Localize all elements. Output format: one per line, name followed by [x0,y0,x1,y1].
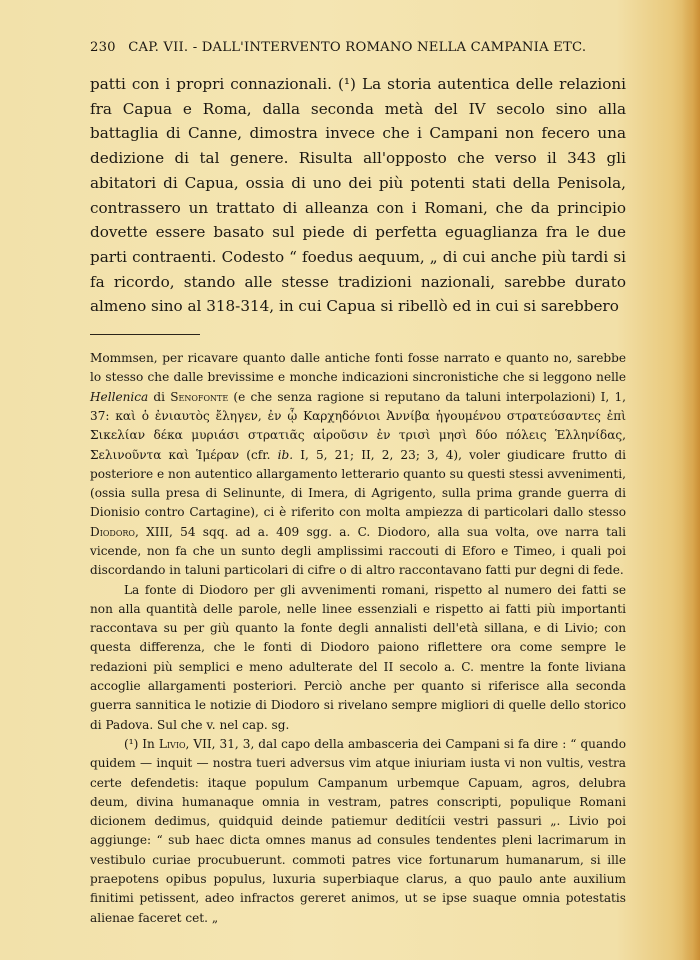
footnote-paragraph: La fonte di Diodoro per gli avvenimenti romani, rispetto al numero dei fatti se non alla quantità delle parole, nelle linee essenziali e rispetto ai fatti più importanti raccontava su per giù quanto la fonte degli annalisti dell'età sillana, e di Livio; con questa differenza, che le fonti di Diodoro paiono riflettere ora come sempre le redazioni più semplici e meno adulterate del II secolo a. C. mentre la fonte liviana accoglie allargamenti posteriori. Perciò anche per quanto si riferisce alla seconda guerra sannitica le notizie di Diodoro si rivelano sempre migliori di quelle dello storico di Padova. Sul che v. nel cap. sg. [90,582,626,732]
note-text: , XIII, 54 sqq. ad a. 409 sgg. a. C. Diodoro, alla sua volta, ove narra tali vicende, non fa che un sunto degli amplissimi raccouti di Eforo e Timeo, i quali poi discordando in taluni particolari di cifre o di altro raccontavano fatti pur degni di fede. [90,524,626,578]
author-senofonte: Senofonte [170,389,229,404]
body-paragraph: patti con i propri connazionali. (¹) La storia autentica delle relazioni fra Capua e Roma, dalla seconda metà del IV secolo sino alla battaglia di Canne, dimostra invece che i Campani non fecero una dedizione di tal genere. Risulta all'opposto che verso il 343 gli abitatori di Capua, ossia di uno dei più potenti stati della Penisola, contrassero un trattato di alleanza con i Romani, che da principio dovette essere basato sul piede di perfetta eguaglianza fra le due parti contraenti. Codesto “ foedus aequum, „ di cui anche più tardi si fa ricordo, stando alle stesse tradizioni nazionali, sarebbe durato almeno sino al 318-314, in cui Capua si ribellò ed in cui si sarebbero [90,75,626,316]
note-text: (cfr. [239,447,278,462]
footnote-continuation [90,349,626,581]
author-livio: Livio [158,736,186,751]
work-title-hellenica: Hellenica [90,389,149,404]
footnote-separator [90,334,200,335]
author-diodoro: Diodoro [90,524,135,539]
footnotes [90,349,626,928]
page-content [90,40,626,928]
ibidem-abbrev: ib. [277,447,294,462]
note-text: Mommsen, per ricavare quanto dalle antiche fonti fosse narrato e quanto no, sarebbe lo stesso che dalle brevissime e monche indicazioni sincronistiche che si leggono nelle [90,351,626,385]
note-text: (e che senza ragione si reputano da taluni interpolazioni) I, 1, 37: [90,389,626,423]
page-number: 230 [90,40,116,55]
footnote-marker: (¹) In [124,736,159,751]
running-header [90,40,626,56]
running-title: CAP. VII. - DALL'INTERVENTO ROMANO NELLA CAMPANIA ETC. [128,40,587,55]
note-text: , VII, 31, 3, dal capo della ambasceria dei Campani si fa dire : “ quando quidem — inquit — nostra tueri adversus vim atque iniuriam iusta vi non vultis, vestra certe defendetis: itaque populum Campanum urbemque Capuam, agros, delubra deum, divina humanaque omnia in vestram, patres conscripti, populique Romani dicionem dedimus, quidquid deinde patiemur deditícii vestri passuri „. Livio poi aggiunge: “ sub haec dicta omnes manus ad consules tendentes pleni lacrimarum in vestibulo curiae procubuerunt. commoti patres vice fortunarum humanarum, si ille praepotens opibus populus, luxuria superbiaque clarus, a quo paulo ante auxilium finitimi petissent, adeo infractos gereret animos, ut se ipse suaque omnia potestatis alienae faceret cet. „ [90,736,626,925]
footnote-1 [90,735,626,928]
note-text: I, 5, 21; II, 2, 23; 3, 4), voler giudicare frutto di posteriore e non autentico allargamento letterario quanto su questi stessi avvenimenti, (ossia sulla presa di Selinunte, di Imera, di Agrigento, sulla prima grande guerra di Dionisio contro Cartagine), ci è riferito con molta ampiezza di particolari dallo stesso [90,447,626,520]
main-text [90,72,626,319]
book-spine-shadow [682,0,700,960]
note-text: di [148,389,171,404]
greek-quotation: καὶ ὁ ἐνιαυτὸς ἔληγεν, ἐν ᾧ Καρχηδόνιοι Ἀννίβα ἡγουμένου στρατεύσαντες ἐπὶ Σικελίαν δέκα μυριάσι στρατιᾶς αἱροῦσιν ἐν τρισὶ μησὶ δύο πόλεις Ἑλληνίδας, Σελινοῦντα καὶ Ἱμέραν [90,408,626,462]
